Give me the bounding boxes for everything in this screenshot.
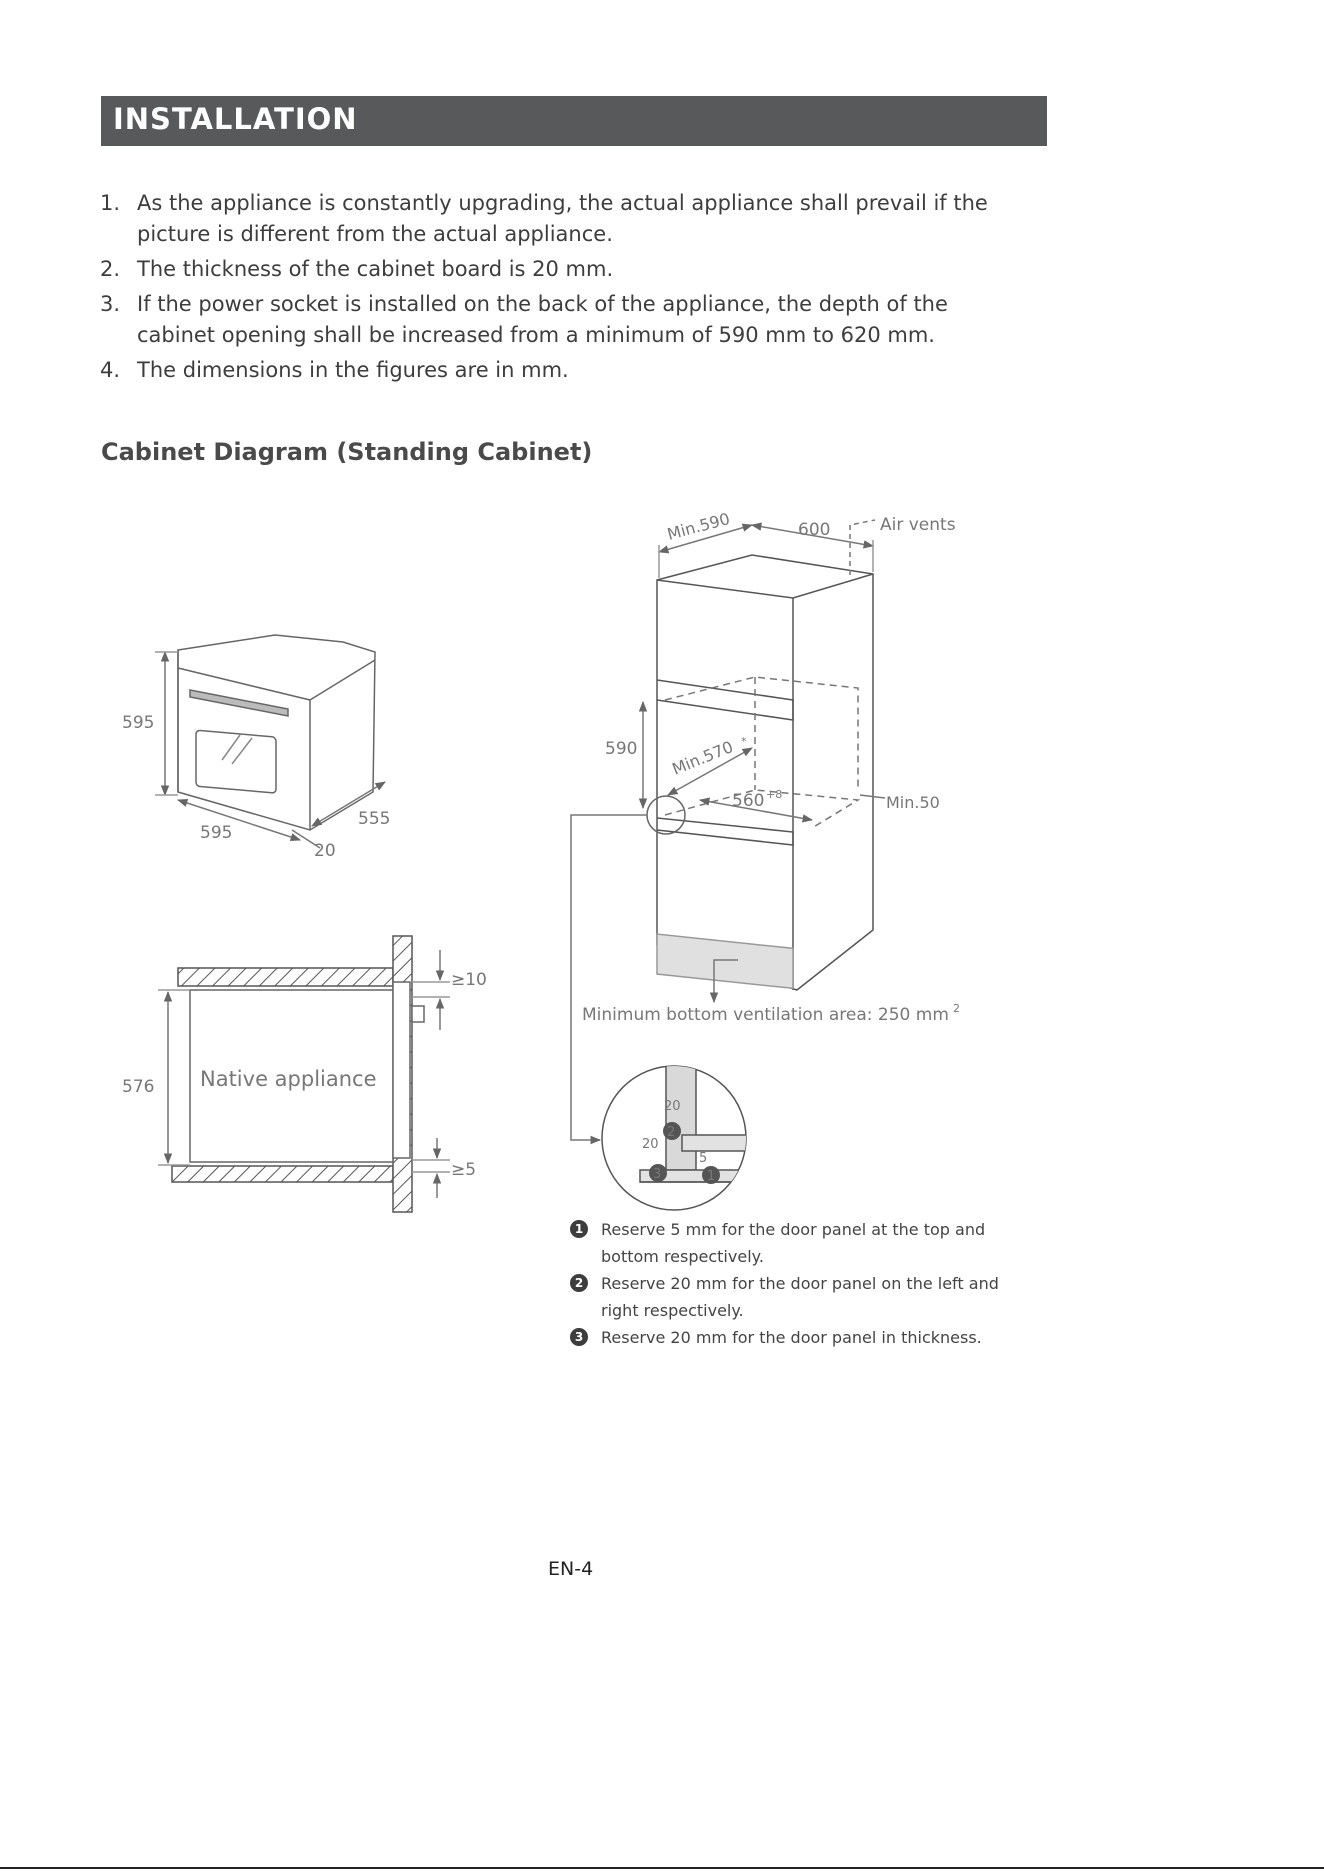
note-text: If the power socket is installed on the back of the appliance, the depth of the cabinet opening shall be increased from a minimum of 590 mm to 620 mm.: [137, 292, 948, 347]
note-text: As the appliance is constantly upgrading, the actual appliance shall prevail if the picture is different from the actual appliance.: [137, 191, 988, 246]
section-header-title: INSTALLATION: [113, 102, 358, 136]
legend-text: Reserve 20 mm for the door panel on the left and right respectively.: [601, 1274, 999, 1320]
ventilation-note: Minimum bottom ventilation area: 250 mm: [582, 1005, 949, 1025]
section-bottom-gap-label: ≥5: [451, 1160, 477, 1180]
air-vents-label: Air vents: [880, 515, 956, 535]
legend-text: Reserve 20 mm for the door panel in thickness.: [601, 1328, 982, 1347]
detail-marker-3: [649, 1164, 667, 1182]
detail-marker-1-label: 1: [707, 1169, 716, 1184]
ventilation-note-superscript: 2: [953, 1002, 960, 1015]
page-bottom-rule: [0, 1867, 1324, 1869]
cabinet-width-label: 600: [798, 520, 831, 540]
cabinet-opening-height-label: 590: [605, 739, 638, 759]
legend-item: [570, 1216, 1040, 1270]
note-text: The dimensions in the figures are in mm.: [137, 358, 569, 382]
detail-marker-2: [663, 1122, 681, 1140]
cabinet-min-side-label: Min.50: [886, 793, 940, 812]
section-top-gap-label: ≥10: [451, 970, 487, 990]
cabinet-figure: [571, 520, 885, 1140]
cabinet-min-inner-depth-mark: *: [741, 735, 747, 748]
detail-gap-label: 5: [699, 1151, 708, 1166]
door-gap-legend: [570, 1216, 1040, 1351]
detail-marker-2-label: 2: [667, 1125, 676, 1140]
detail-marker-3-label: 3: [653, 1167, 662, 1182]
oven-perspective-figure: [155, 635, 385, 848]
legend-text: Reserve 5 mm for the door panel at the top and bottom respectively.: [601, 1220, 986, 1266]
cabinet-diagram-title: Cabinet Diagram (Standing Cabinet): [101, 438, 593, 466]
oven-door-label: 20: [314, 841, 336, 861]
legend-badge: 3: [570, 1328, 588, 1346]
note-number: 2.: [100, 257, 121, 281]
oven-height-label: 595: [122, 713, 155, 733]
oven-depth-label: 555: [358, 809, 391, 829]
oven-width-label: 595: [200, 823, 233, 843]
legend-badge: 2: [570, 1274, 588, 1292]
detail-side-label: 20: [642, 1137, 659, 1152]
detail-top-label: 20: [664, 1099, 681, 1114]
cabinet-min-depth-label: Min.590: [665, 508, 732, 544]
note-text: The thickness of the cabinet board is 20 mm.: [137, 257, 614, 281]
note-number: 1.: [100, 191, 121, 215]
cabinet-inner-width-tolerance: +8: [766, 788, 783, 801]
legend-item: [570, 1270, 1040, 1324]
legend-item: [570, 1324, 1040, 1351]
cabinet-min-inner-depth-label: Min.570: [669, 737, 736, 779]
section-height-label: 576: [122, 1077, 155, 1097]
legend-badge: 1: [570, 1220, 588, 1238]
page-number: EN-4: [548, 1558, 594, 1580]
native-appliance-label: Native appliance: [200, 1067, 377, 1091]
note-number: 3.: [100, 292, 121, 316]
cabinet-inner-width-label: 560: [732, 791, 765, 811]
note-number: 4.: [100, 358, 121, 382]
detail-marker-1: [702, 1166, 720, 1184]
